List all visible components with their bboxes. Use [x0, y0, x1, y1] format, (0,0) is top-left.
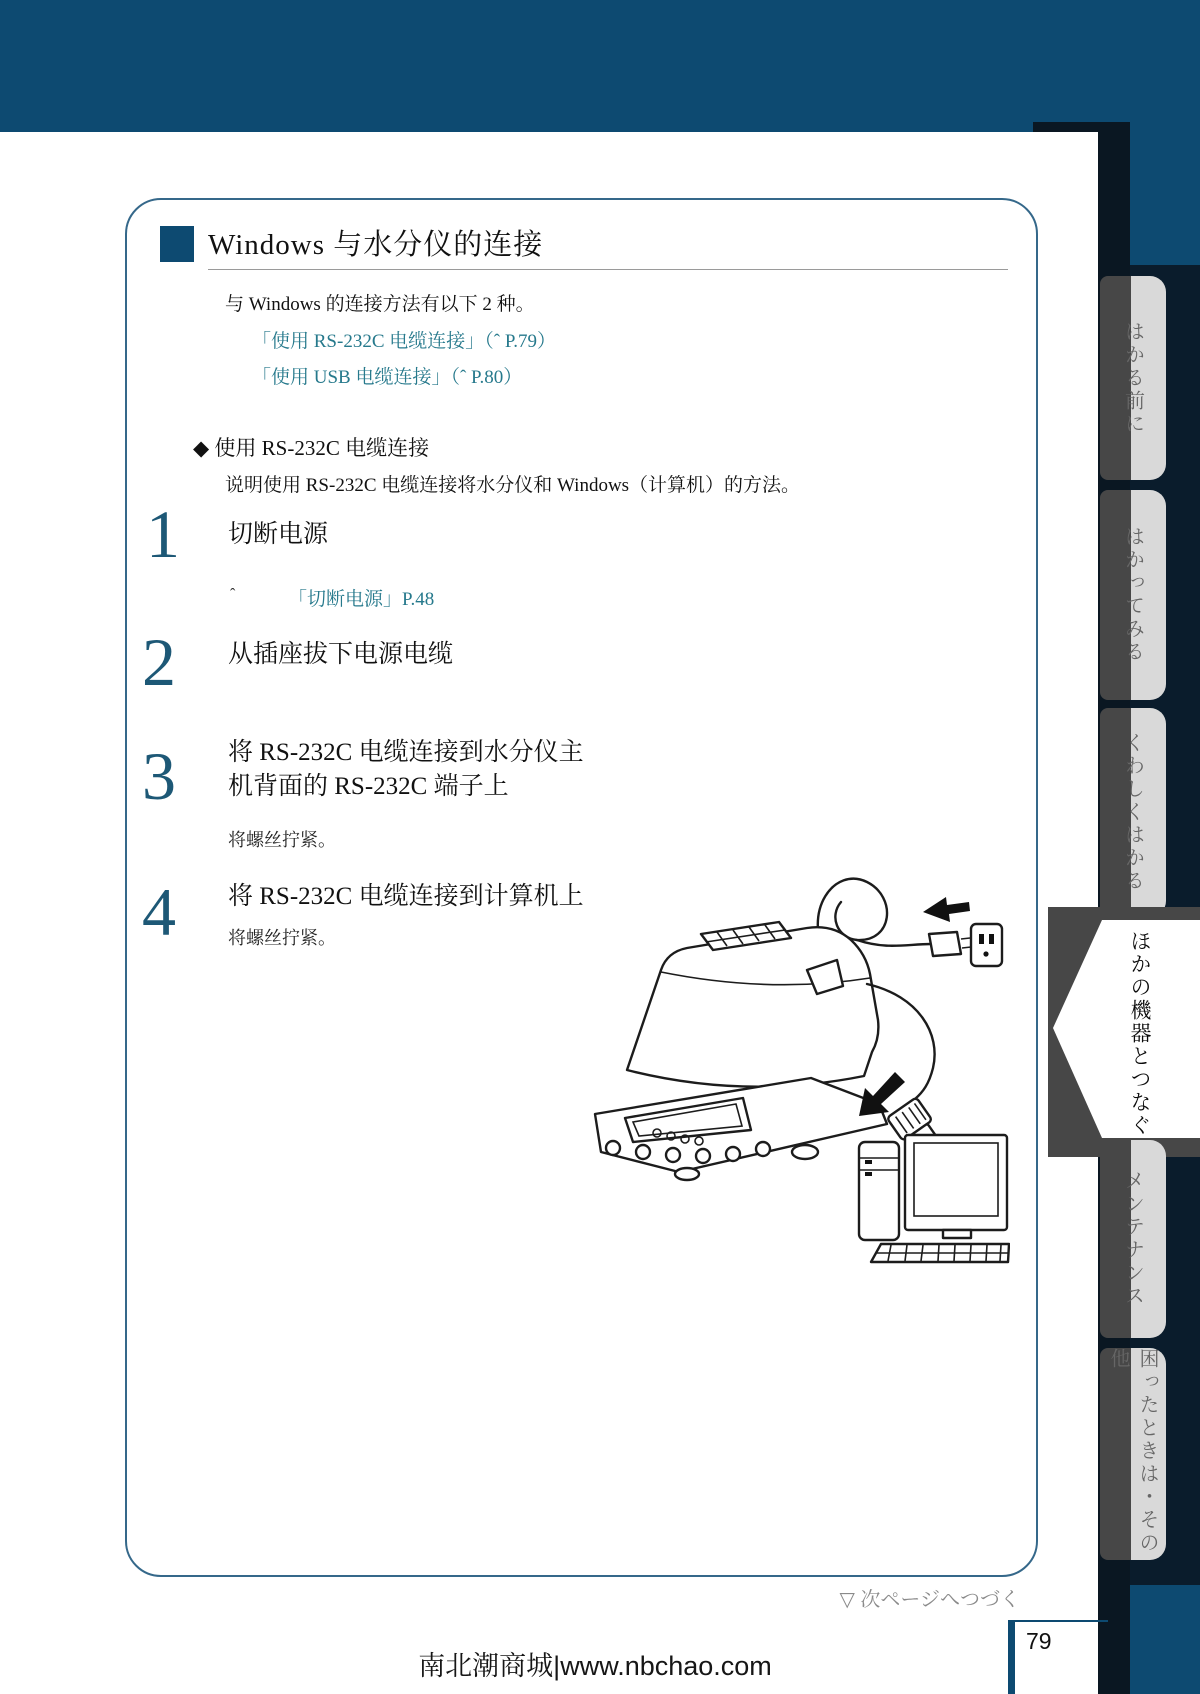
- title-bullet-square: [160, 226, 194, 262]
- continue-next-page-note: ▽ 次ページへつづく: [839, 1589, 1020, 1611]
- step-3-title: [228, 736, 608, 804]
- page-title: Windows 与水分仪的连接: [208, 229, 544, 261]
- sidebar-tab-connect-other-devices[interactable]: ほかの機器とつなぐ: [1128, 930, 1151, 1137]
- step-1-number: 1: [146, 496, 180, 572]
- step-3-note: 将螺丝拧紧。: [228, 830, 336, 850]
- title-underline: [208, 269, 1008, 270]
- intro-text: 与 Windows 的连接方法有以下 2 种。: [225, 294, 535, 315]
- step-2-number: 2: [142, 624, 176, 700]
- reference-arrow-icon: ˆ: [230, 586, 236, 603]
- arrow-left-icon: [923, 897, 970, 922]
- step-2-title: 从插座拔下电源电缆: [228, 641, 454, 668]
- diamond-marker-icon: ◆: [193, 436, 210, 460]
- sidebar-tab-label: はかる前に: [1121, 320, 1144, 436]
- step-3-title-line1: 将 RS-232C 电缆连接到水分仪主: [228, 739, 584, 766]
- sidebar-tab-label: 困ったときは・その他: [1107, 1348, 1158, 1555]
- sidebar-tab-troubleshooting[interactable]: [1100, 1348, 1166, 1560]
- step-4-title: 将 RS-232C 电缆连接到计算机上: [228, 883, 584, 910]
- site-watermark: 南北潮商城|www.nbchao.com: [418, 1651, 772, 1681]
- top-blue-band: [0, 0, 1200, 132]
- link-rs232c-connection[interactable]: 「使用 RS-232C 电缆连接」（ˆ P.79）: [252, 331, 557, 352]
- page-number: 79: [1026, 1628, 1052, 1654]
- section-title: 使用 RS-232C 电缆连接: [214, 436, 430, 460]
- sidebar-tab-measure-in-detail[interactable]: [1100, 708, 1166, 917]
- sidebar-tab-maintenance[interactable]: [1100, 1140, 1166, 1338]
- sidebar-tab-try-measuring[interactable]: [1100, 490, 1166, 700]
- step-4-number: 4: [142, 874, 176, 950]
- analyzer-to-computer-illustration: [565, 852, 1010, 1267]
- link-usb-connection[interactable]: 「使用 USB 电缆连接」（ˆ P.80）: [252, 367, 523, 388]
- sidebar-tab-label: はかってみる: [1121, 526, 1144, 664]
- sidebar-tab-connect-other-devices-shape: [1040, 898, 1200, 1160]
- step-3-number: 3: [142, 738, 176, 814]
- step-3-title-line2: 机背面的 RS-232C 端子上: [228, 772, 509, 800]
- page-number-bracket-horizontal: [1008, 1620, 1108, 1622]
- sidebar-tab-before-measuring[interactable]: [1100, 276, 1166, 480]
- step-1-title: 切断电源: [228, 521, 329, 548]
- section-heading: [193, 432, 429, 462]
- step-4-note: 将螺丝拧紧。: [228, 928, 336, 948]
- step-1-reference-link[interactable]: 「切断电源」P.48: [288, 589, 435, 610]
- sidebar-tab-label: くわしくはかる: [1121, 732, 1144, 893]
- section-description: 说明使用 RS-232C 电缆连接将水分仪和 Windows（计算机）的方法。: [225, 475, 801, 496]
- sidebar-tab-label: メンテナンス: [1121, 1170, 1144, 1308]
